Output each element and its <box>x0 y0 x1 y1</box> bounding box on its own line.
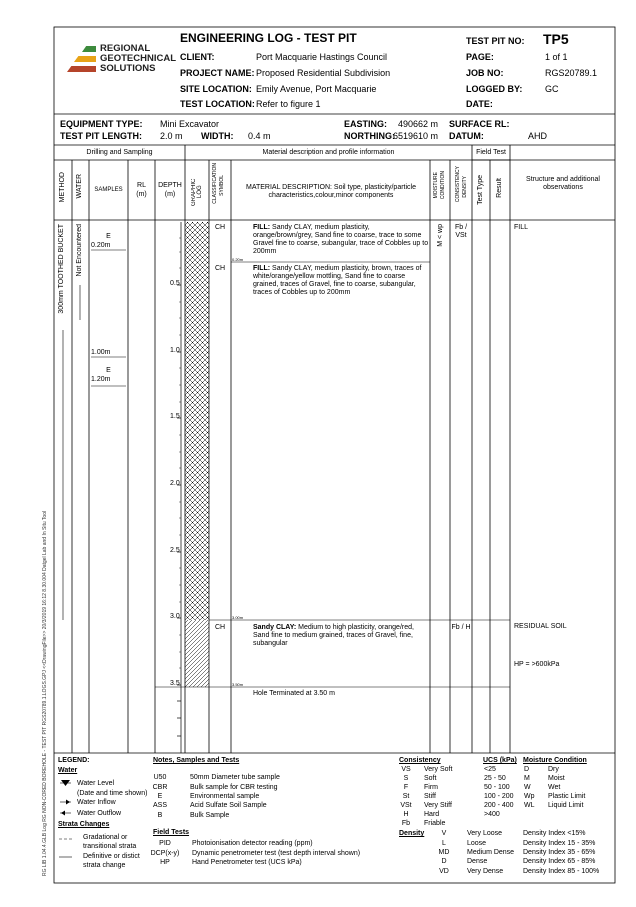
consistency-ucs-3: 50 - 100 <box>484 784 510 791</box>
moisture-name-5: Liquid Limit <box>548 802 584 809</box>
consistency-name-1: Very Soft <box>424 766 453 773</box>
legend-title: LEGEND: <box>58 757 90 764</box>
consistency-name-7: Friable <box>424 820 446 827</box>
sample-2-bottom: 1.20m <box>91 376 111 383</box>
legend-water-inflow: Water Inflow <box>77 799 116 806</box>
page-title: ENGINEERING LOG - TEST PIT <box>180 31 357 45</box>
job-no-label: JOB NO: <box>466 68 504 78</box>
col-water: WATER <box>76 174 83 199</box>
client-label: CLIENT: <box>180 52 215 62</box>
col-consistency-density: DENSITY <box>462 176 468 198</box>
col-classification-symbol: SYMBOL <box>219 175 225 196</box>
consistency-ucs-5: 200 - 400 <box>484 802 514 809</box>
col-moisture-condition: CONDITION <box>440 171 446 200</box>
note-code-4: ASS <box>152 802 167 809</box>
density-code-3: MD <box>438 849 450 856</box>
legend-strata-4: strata change <box>83 862 126 869</box>
field-test-desc-3: Hand Penetrometer test (UCS kPa) <box>192 859 302 866</box>
water-value: Not Encountered <box>76 224 83 277</box>
site-location-label: SITE LOCATION: <box>180 84 252 94</box>
field-test-desc-1: Photoionisation detector reading (ppm) <box>192 840 313 847</box>
consistency-name-6: Hard <box>424 811 440 818</box>
layer-3-symbol: CH <box>214 624 226 631</box>
layer-3-consistency: Fb / H <box>451 624 471 631</box>
surface-rl-label: SURFACE RL: <box>449 119 510 129</box>
density-index-4: Density Index 65 - 85% <box>523 858 596 865</box>
layer-1-title: FILL: <box>253 224 271 231</box>
col-method: METHOD <box>59 172 66 203</box>
consistency-code-1: VS <box>401 766 411 773</box>
col-depth-unit: (m) <box>164 191 176 198</box>
moisture-code-2: M <box>524 775 530 782</box>
consistency-name-2: Soft <box>424 775 437 782</box>
layer-2-text: Sandy CLAY, medium plasticity, brown, traces of white/orange/yellow mottling, Sand fine to coarse grained, traces of Gravel, fine to coarse, subangular, traces of Cobbles up to 200mm <box>253 265 422 296</box>
moisture-code-1: D <box>524 766 530 773</box>
logo-line-1: REGIONAL <box>100 43 151 54</box>
density-name-3: Medium Dense <box>467 849 515 856</box>
logo-bar-yellow <box>74 56 96 62</box>
layer-1-structure: FILL <box>514 224 529 231</box>
note-code-5: B <box>157 812 163 819</box>
logo-line-2: GEOTECHNICAL <box>100 53 176 64</box>
note-desc-1: 50mm Diameter tube sample <box>190 774 280 781</box>
layer-2-depth-tag: 0.20m <box>232 257 244 262</box>
field-test-code-1: PID <box>159 840 171 847</box>
layer-3-title: Sandy CLAY: <box>253 624 297 631</box>
legend-moisture-title: Moisture Condition <box>523 757 587 764</box>
layer-3-structure-hp: HP = >600kPa <box>514 661 560 668</box>
project-value: Proposed Residential Subdivision <box>256 68 391 78</box>
layer-2-description <box>253 265 429 297</box>
consistency-code-4: St <box>402 793 410 800</box>
density-index-3: Density Index 35 - 65% <box>523 849 596 856</box>
moisture-code-4: Wp <box>524 793 535 800</box>
group-drilling-sampling: Drilling and Sampling <box>86 149 153 156</box>
note-code-3: E <box>157 793 163 800</box>
legend-notes-title: Notes, Samples and Tests <box>153 757 240 764</box>
layer-3-depth-tag: 3.00m <box>232 615 244 620</box>
depth-tick-3-5: 3.5 <box>170 680 180 687</box>
depth-tick-2-0: 2.0 <box>170 480 180 487</box>
col-rl: RL <box>137 182 146 189</box>
note-desc-3: Environmental sample <box>190 793 260 800</box>
equipment-type-label: EQUIPMENT TYPE: <box>60 119 143 129</box>
layer-1-consistency: Fb / VSt <box>454 224 468 239</box>
project-label: PROJECT NAME: <box>180 68 255 78</box>
legend-consistency-title: Consistency <box>399 757 441 764</box>
note-desc-5: Bulk Sample <box>190 812 230 819</box>
field-test-desc-2: Dynamic penetrometer test (test depth interval shown) <box>192 850 361 857</box>
legend-ucs-title: UCS (kPa) <box>483 757 517 764</box>
col-graphic-log: GRAPHIC LOG <box>191 178 203 206</box>
col-rl-unit: (m) <box>136 191 147 198</box>
density-name-1: Very Loose <box>467 830 503 837</box>
legend-strata-3: Definitive or distict <box>83 853 140 860</box>
layer-3-text: Medium to high plasticity, orange/red, Sand fine to medium grained, traces of Gravel, fine, subangular <box>253 624 414 647</box>
consistency-name-4: Stiff <box>424 793 436 800</box>
width-label: WIDTH: <box>201 131 234 141</box>
method-value: 300mm TOOTHED BUCKET <box>58 224 65 314</box>
depth-tick-2-5: 2.5 <box>170 547 180 554</box>
col-samples: SAMPLES <box>94 187 123 193</box>
easting-label: EASTING: <box>344 119 388 129</box>
layer-2-symbol: CH <box>214 265 226 272</box>
legend-strata-2: transitional strata <box>83 843 137 850</box>
equipment-type-value: Mini Excavator <box>160 119 220 129</box>
page-label: PAGE: <box>466 52 494 62</box>
client-value: Port Macquarie Hastings Council <box>256 52 388 62</box>
density-index-5: Density Index 85 - 100% <box>523 868 600 875</box>
field-test-code-2: DCP(x-y) <box>150 850 180 857</box>
consistency-code-7: Fb <box>401 820 411 827</box>
logo-bar-green <box>82 46 96 52</box>
test-pit-length-label: TEST PIT LENGTH: <box>60 131 142 141</box>
moisture-name-4: Plastic Limit <box>548 793 586 800</box>
col-classification: CLASSIFICATION <box>212 163 218 204</box>
legend-density-title: Density <box>399 830 425 837</box>
density-index-2: Density Index 15 - 35% <box>523 840 596 847</box>
layer-1-moisture: M < wp <box>437 224 444 247</box>
density-code-2: L <box>442 840 446 847</box>
datum-label: DATUM: <box>449 131 484 141</box>
consistency-name-3: Firm <box>424 784 438 791</box>
moisture-name-1: Dry <box>548 766 559 773</box>
sample-2-code: E <box>106 367 111 374</box>
note-code-1: U50 <box>153 774 167 781</box>
layer-1-description <box>253 224 429 256</box>
layer-1-text: Sandy CLAY, medium plasticity, orange/brown/grey, Sand fine to coarse, trace to some Gravel fine to coarse, subangular, trace of Cobbles up to 200mm <box>253 224 429 255</box>
consistency-code-2: S <box>403 775 409 782</box>
layer-1-symbol: CH <box>214 224 226 231</box>
field-test-code-3: HP <box>160 859 170 866</box>
test-pit-length-value: 2.0 m <box>160 131 183 141</box>
density-name-4: Dense <box>467 858 488 865</box>
layer-3-structure: RESIDUAL SOIL <box>514 623 567 630</box>
test-location-label: TEST LOCATION: <box>180 99 255 109</box>
note-desc-2: Bulk sample for CBR testing <box>190 784 278 791</box>
width-value: 0.4 m <box>248 131 271 141</box>
depth-tick-3-0: 3.0 <box>170 613 180 620</box>
depth-tick-1-0: 1.0 <box>170 347 180 354</box>
logo-bar-red <box>67 66 96 72</box>
consistency-code-5: VSt <box>400 802 412 809</box>
note-desc-4: Acid Sulfate Soil Sample <box>190 802 267 809</box>
density-code-5: VD <box>439 868 449 875</box>
consistency-code-3: F <box>403 784 409 791</box>
consistency-ucs-2: 25 - 50 <box>484 775 506 782</box>
company-logo <box>67 42 177 82</box>
site-location-value: Emily Avenue, Port Macquarie <box>256 84 377 94</box>
page-value: 1 of 1 <box>545 52 568 62</box>
density-name-2: Loose <box>467 840 487 847</box>
depth-tick-1-5: 1.5 <box>170 413 180 420</box>
side-file-reference: RG LIB 1.04.4.GLB Log RG NON-CORED BOREHOLE - TEST PIT RGS20789.1.LOGS.GPJ <<DrawingFile>> 20/3/2019 16:12 8.30.004 Datgel Lab and In Situ Tool <box>42 510 48 876</box>
legend-strata-1: Gradational or <box>83 834 128 841</box>
depth-tick-0-5: 0.5 <box>170 280 180 287</box>
density-name-5: Very Dense <box>467 868 504 875</box>
legend-field-tests-title: Field Tests <box>153 829 190 836</box>
col-material-description: MATERIAL DESCRIPTION: Soil type, plasticity/particle characteristics,colour,minor components <box>246 184 416 199</box>
sample-2-top: 1.00m <box>91 349 111 356</box>
density-code-1: V <box>441 830 447 837</box>
moisture-name-3: Wet <box>548 784 561 791</box>
consistency-code-6: H <box>403 811 409 818</box>
consistency-ucs-4: 100 - 200 <box>484 793 514 800</box>
consistency-name-5: Very Stiff <box>424 802 452 809</box>
hole-terminated: Hole Terminated at 3.50 m <box>253 690 335 697</box>
note-code-2: CBR <box>152 784 168 791</box>
col-depth: DEPTH <box>158 182 182 189</box>
logo-line-3: SOLUTIONS <box>100 63 156 74</box>
sample-1-code: E <box>106 233 111 240</box>
col-moisture: MOISTURE <box>433 172 439 199</box>
datum-value: AHD <box>528 131 548 141</box>
legend-water-outflow: Water Outflow <box>77 810 122 817</box>
col-result: Result <box>496 178 503 198</box>
density-code-4: D <box>441 858 447 865</box>
test-pit-label: TEST PIT NO: <box>466 36 525 46</box>
northing-label: NORTHING: <box>344 131 395 141</box>
legend-water-date: (Date and time shown) <box>77 790 148 797</box>
col-structure: Structure and additional observations <box>526 176 600 191</box>
group-field-test: Field Test <box>476 149 506 156</box>
layer-3-description <box>253 624 429 648</box>
logged-by-value: GC <box>545 84 559 94</box>
legend-water-title: Water <box>58 767 78 774</box>
legend-strata-title: Strata Changes <box>58 821 110 828</box>
test-pit-value: TP5 <box>543 31 569 47</box>
date-label: DATE: <box>466 99 493 109</box>
test-location-value: Refer to figure 1 <box>256 99 321 109</box>
moisture-code-5: WL <box>524 802 535 809</box>
moisture-name-2: Moist <box>548 775 565 782</box>
logged-by-label: LOGGED BY: <box>466 84 523 94</box>
consistency-ucs-6: >400 <box>484 811 500 818</box>
end-depth-tag: 3.50m <box>232 682 244 687</box>
consistency-ucs-1: <25 <box>484 766 496 773</box>
northing-value: 6519610 m <box>393 131 439 141</box>
density-index-1: Density Index <15% <box>523 830 586 837</box>
group-material-description: Material description and profile information <box>262 149 395 156</box>
col-consistency: CONSISTENCY <box>455 166 461 203</box>
easting-value: 490662 m <box>398 119 439 129</box>
sample-1-top: 0.20m <box>91 242 111 249</box>
col-test-type: Test Type <box>477 175 484 205</box>
job-no-value: RGS20789.1 <box>545 68 598 78</box>
moisture-code-3: W <box>524 784 531 791</box>
legend-water-level: Water Level <box>77 780 115 787</box>
layer-2-title: FILL: <box>253 265 271 272</box>
